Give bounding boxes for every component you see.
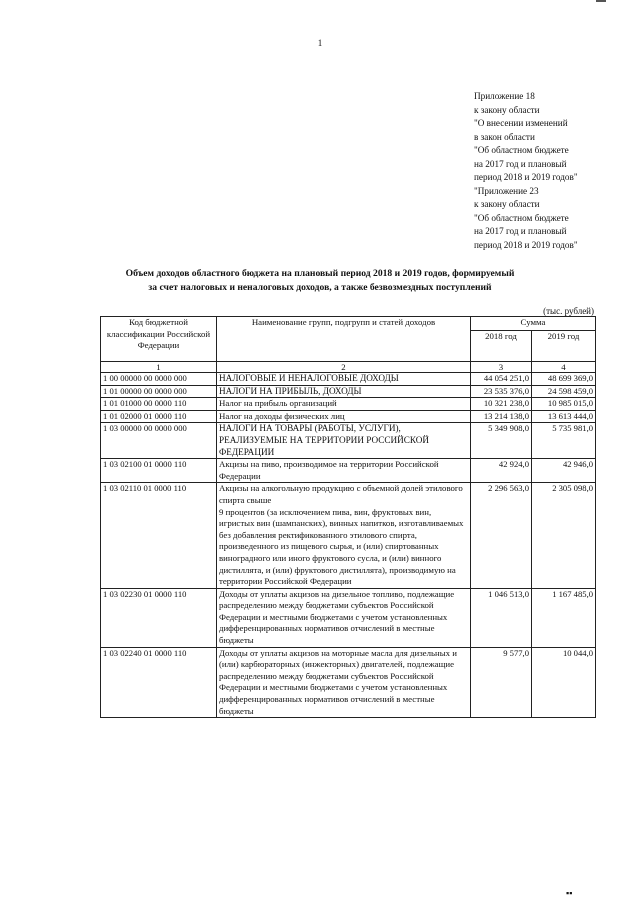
row-2018-value: 23 535 376,0 <box>471 385 532 398</box>
row-code: 1 03 02230 01 0000 110 <box>101 588 217 647</box>
row-2019-value: 42 946,0 <box>532 459 596 483</box>
row-name: Налог на доходы физических лиц <box>217 410 471 423</box>
column-number: 3 <box>471 362 532 373</box>
row-code: 1 03 00000 00 0000 000 <box>101 423 217 459</box>
units-label: (тыс. рублей) <box>543 306 594 316</box>
row-code: 1 00 00000 00 0000 000 <box>101 373 217 386</box>
row-name: Налог на прибыль организаций <box>217 398 471 411</box>
header-2018: 2018 год <box>471 331 532 362</box>
table-row <box>101 423 596 459</box>
row-2019-value: 5 735 981,0 <box>532 423 596 459</box>
document-title <box>60 267 580 294</box>
column-number: 4 <box>532 362 596 373</box>
appendix-line: на 2017 год и плановый <box>474 158 567 169</box>
row-name: НАЛОГИ НА ПРИБЫЛЬ, ДОХОДЫ <box>217 385 471 398</box>
row-code: 1 01 01000 00 0000 110 <box>101 398 217 411</box>
row-2019-value: 24 598 459,0 <box>532 385 596 398</box>
header-code: Код бюджетной классификации Российской Федерации <box>101 317 217 362</box>
row-name: Доходы от уплаты акцизов на моторные масла для дизельных и (или) карбюраторных (инжекторных) двигателей, подлежащие распределению между бюджетами субъектов Российской Федерации и местными бюджетами с учетом установленных дифференцированных нормативов отчислений в местные бюджеты <box>217 647 471 718</box>
appendix-line: период 2018 и 2019 годов" <box>474 172 578 182</box>
row-2019-value: 2 305 098,0 <box>532 483 596 588</box>
row-2019-value: 13 613 444,0 <box>532 410 596 423</box>
table-row <box>101 483 596 588</box>
header-name: Наименование групп, подгрупп и статей доходов <box>217 317 471 362</box>
row-2018-value: 1 046 513,0 <box>471 588 532 647</box>
row-2018-value: 9 577,0 <box>471 647 532 718</box>
row-code: 1 03 02100 01 0000 110 <box>101 459 217 483</box>
title-line-1: Объем доходов областного бюджета на плановый период 2018 и 2019 годов, формируемый <box>125 268 515 279</box>
row-2018-value: 42 924,0 <box>471 459 532 483</box>
row-2018-value: 5 349 908,0 <box>471 423 532 459</box>
row-code: 1 03 02240 01 0000 110 <box>101 647 217 718</box>
column-number-row <box>101 362 596 373</box>
table-header-row <box>101 317 596 331</box>
appendix-block <box>474 90 624 252</box>
appendix-line: "Приложение 23 <box>474 185 539 196</box>
appendix-line: к закону области <box>474 104 540 115</box>
row-code: 1 01 00000 00 0000 000 <box>101 385 217 398</box>
row-name: Акцизы на пиво, производимое на территории Российской Федерации <box>217 459 471 483</box>
row-code: 1 01 02000 01 0000 110 <box>101 410 217 423</box>
row-name: НАЛОГИ НА ТОВАРЫ (РАБОТЫ, УСЛУГИ), РЕАЛИЗУЕМЫЕ НА ТЕРРИТОРИИ РОССИЙСКОЙ ФЕДЕРАЦИИ <box>217 423 471 459</box>
row-2018-value: 10 321 238,0 <box>471 398 532 411</box>
page-number: 1 <box>317 38 323 48</box>
row-2019-value: 48 699 369,0 <box>532 373 596 386</box>
revenue-table <box>100 316 596 718</box>
header-sum: Сумма <box>471 317 596 331</box>
table-row <box>101 398 596 411</box>
row-2019-value: 1 167 485,0 <box>532 588 596 647</box>
table-row <box>101 588 596 647</box>
row-name: Доходы от уплаты акцизов на дизельное топливо, подлежащие распределению между бюджетами субъектов Российской Федерации и местными бюджетами с учетом установленных дифференцированных нормативов отчислений в местные бюджеты <box>217 588 471 647</box>
table-row <box>101 647 596 718</box>
appendix-line: "Об областном бюджете <box>474 212 569 223</box>
column-number: 1 <box>101 362 217 373</box>
table-row <box>101 373 596 386</box>
appendix-line: на 2017 год и плановый <box>474 226 567 236</box>
appendix-line: период 2018 и 2019 годов" <box>474 239 578 250</box>
appendix-line: "Об областном бюджете <box>474 145 569 155</box>
appendix-line: Приложение 18 <box>474 91 535 101</box>
row-2018-value: 2 296 563,0 <box>471 483 532 588</box>
row-2019-value: 10 985 015,0 <box>532 398 596 411</box>
appendix-line: в закон области <box>474 131 535 142</box>
title-line-2: за счет налоговых и неналоговых доходов, а также безвозмездных поступлений <box>148 281 492 293</box>
header-2019: 2019 год <box>532 331 596 362</box>
appendix-line: к закону области <box>474 199 540 209</box>
row-2019-value: 10 044,0 <box>532 647 596 718</box>
table-row <box>101 410 596 423</box>
scan-mark <box>596 0 606 5</box>
row-name: НАЛОГОВЫЕ И НЕНАЛОГОВЫЕ ДОХОДЫ <box>217 373 471 386</box>
column-number: 2 <box>217 362 471 373</box>
table-row <box>101 385 596 398</box>
row-name: Акцизы на алкогольную продукцию с объемной долей этилового спирта свыше 9 процентов (за исключением пива, вин, фруктовых вин, игристых вин (шампанских), винных напитков, изготавливаемых без добавления ректификованного этилового спирта, произведенного из пищевого сырья, и (или) спиртованных виноградного или иного фруктового сусла, и (или) винного дистиллята, и (или) фруктового дистиллята), производимую на территории Российской Федерации <box>217 483 471 588</box>
scan-mark: ▪▪ <box>566 888 573 898</box>
row-2018-value: 44 054 251,0 <box>471 373 532 386</box>
appendix-line: "О внесении изменений <box>474 118 568 128</box>
row-2018-value: 13 214 138,0 <box>471 410 532 423</box>
table-row <box>101 459 596 483</box>
row-code: 1 03 02110 01 0000 110 <box>101 483 217 588</box>
